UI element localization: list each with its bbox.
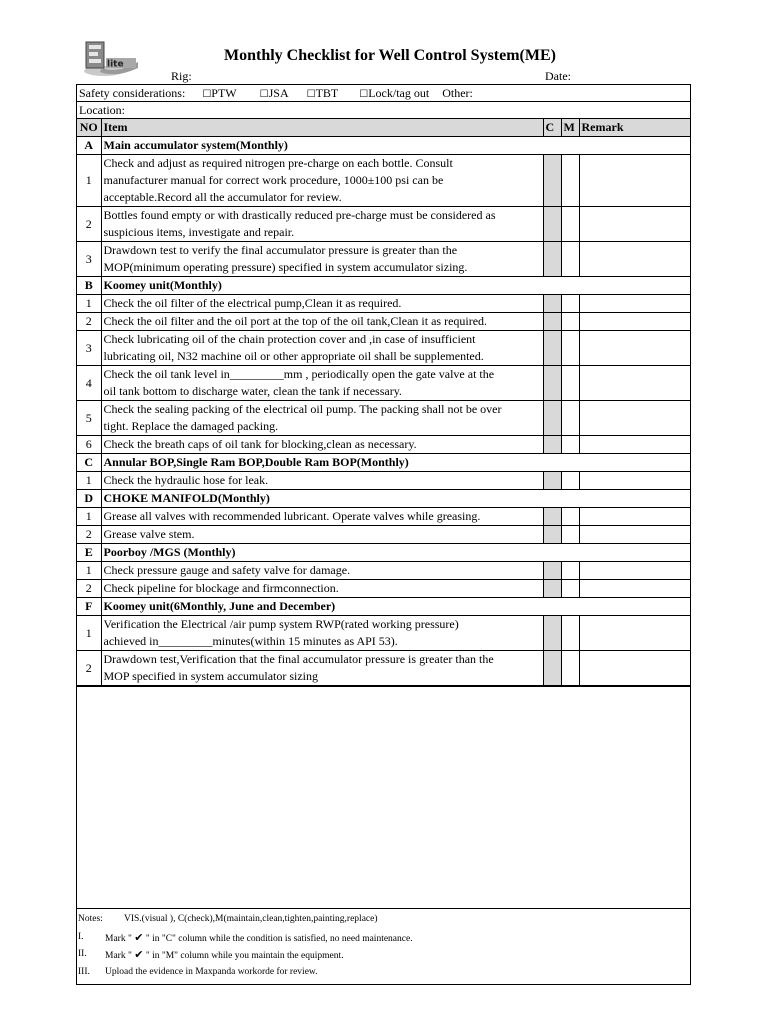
section-row xyxy=(77,544,690,562)
item-no: 2 xyxy=(77,526,101,544)
notes-title: Notes: xyxy=(78,914,103,924)
item-no: 1 xyxy=(77,616,101,651)
tbt-option[interactable]: ☐TBT xyxy=(306,86,339,100)
m-check-cell[interactable] xyxy=(561,526,579,544)
table-header xyxy=(77,119,690,137)
header-item: Item xyxy=(101,119,543,137)
checkbox-icon[interactable]: ☐ xyxy=(359,89,369,100)
remark-cell[interactable] xyxy=(579,651,690,686)
location-row[interactable]: Location: xyxy=(77,102,690,119)
company-logo xyxy=(82,38,140,78)
table-row xyxy=(77,331,690,366)
remark-cell[interactable] xyxy=(579,472,690,490)
table-row xyxy=(77,207,690,242)
item-no: 6 xyxy=(77,436,101,454)
m-check-cell[interactable] xyxy=(561,651,579,686)
section-row xyxy=(77,490,690,508)
c-check-cell[interactable] xyxy=(543,366,561,401)
item-no: 1 xyxy=(77,508,101,526)
m-check-cell[interactable] xyxy=(561,207,579,242)
item-text: lubricating oil, N32 machine oil or other appropriate oil shall be supplemented. xyxy=(103,349,484,363)
table-row xyxy=(77,526,690,544)
item-text: MOP specified in system accumulator sizing xyxy=(103,669,319,683)
item-cell xyxy=(101,331,543,366)
section-row xyxy=(77,277,690,295)
table-row xyxy=(77,616,690,651)
remark-cell[interactable] xyxy=(579,436,690,454)
item-text: Check the hydraulic hose for leak. xyxy=(103,473,269,487)
rig-label: Rig: xyxy=(171,69,192,83)
section-title: Koomey unit(6Monthly, June and December) xyxy=(101,598,690,616)
section-no: B xyxy=(77,277,101,295)
c-check-cell[interactable] xyxy=(543,313,561,331)
checklist-table xyxy=(77,119,690,686)
section-no: D xyxy=(77,490,101,508)
item-cell xyxy=(101,651,543,686)
m-check-cell[interactable] xyxy=(561,331,579,366)
item-text: Drawdown test,Verification that the final accumulator pressure is greater than the xyxy=(103,652,494,666)
item-cell xyxy=(101,508,543,526)
item-cell xyxy=(101,472,543,490)
item-no: 3 xyxy=(77,242,101,277)
item-text: Check and adjust as required nitrogen pre-charge on each bottle. Consult xyxy=(103,156,453,170)
checkbox-icon[interactable]: ☐ xyxy=(306,89,316,100)
remark-cell[interactable] xyxy=(579,401,690,436)
remark-cell[interactable] xyxy=(579,155,690,207)
item-text: suspicious items, investigate and repair. xyxy=(103,225,295,239)
m-check-cell[interactable] xyxy=(561,242,579,277)
c-check-cell[interactable] xyxy=(543,331,561,366)
jsa-option[interactable]: ☐JSA xyxy=(259,86,289,100)
remark-cell[interactable] xyxy=(579,508,690,526)
c-check-cell[interactable] xyxy=(543,401,561,436)
checkbox-icon[interactable]: ☐ xyxy=(202,89,212,100)
m-check-cell[interactable] xyxy=(561,508,579,526)
section-title: Main accumulator system(Monthly) xyxy=(101,137,690,155)
m-check-cell[interactable] xyxy=(561,562,579,580)
c-check-cell[interactable] xyxy=(543,295,561,313)
other-label[interactable]: Other: xyxy=(442,86,473,100)
ptw-option[interactable]: ☐PTW xyxy=(202,86,237,100)
item-text: Check lubricating oil of the chain protection cover and ,in case of insufficient xyxy=(103,332,476,346)
item-text: Check pressure gauge and safety valve for damage. xyxy=(103,563,351,577)
section-no: A xyxy=(77,137,101,155)
remark-cell[interactable] xyxy=(579,207,690,242)
safety-label: Safety considerations: xyxy=(79,86,186,100)
table-row xyxy=(77,155,690,207)
item-text: Drawdown test to verify the final accumulator pressure is greater than the xyxy=(103,243,458,257)
c-check-cell[interactable] xyxy=(543,562,561,580)
header-m: M xyxy=(561,119,579,137)
item-cell xyxy=(101,401,543,436)
item-no: 2 xyxy=(77,651,101,686)
section-title: Annular BOP,Single Ram BOP,Double Ram BOP(Monthly) xyxy=(101,454,690,472)
remark-cell[interactable] xyxy=(579,562,690,580)
item-no: 1 xyxy=(77,562,101,580)
item-cell xyxy=(101,616,543,651)
m-check-cell[interactable] xyxy=(561,366,579,401)
item-text: Grease valve stem. xyxy=(103,527,195,541)
svg-text:lite: lite xyxy=(107,59,124,70)
c-check-cell[interactable] xyxy=(543,526,561,544)
table-row xyxy=(77,436,690,454)
c-check-cell[interactable] xyxy=(543,580,561,598)
table-row xyxy=(77,313,690,331)
item-no: 1 xyxy=(77,472,101,490)
item-no: 2 xyxy=(77,207,101,242)
checkmark-icon: ✔ xyxy=(134,930,144,944)
item-text: Check the oil filter and the oil port at the top of the oil tank,Clean it as required. xyxy=(103,314,488,328)
section-row xyxy=(77,598,690,616)
item-cell xyxy=(101,242,543,277)
remark-cell[interactable] xyxy=(579,616,690,651)
c-check-cell[interactable] xyxy=(543,207,561,242)
section-title: Koomey unit(Monthly) xyxy=(101,277,690,295)
header-remark: Remark xyxy=(579,119,690,137)
checklist-sheet xyxy=(76,84,691,985)
note-item: II. Mark " ✔ " in "M" column while you maintain the equipment. xyxy=(78,948,344,961)
item-no: 1 xyxy=(77,295,101,313)
note-item: III. Upload the evidence in Maxpanda workorde for review. xyxy=(78,966,318,977)
item-text: manufacturer manual for correct work procedure, 1000±100 psi can be xyxy=(103,173,444,187)
section-no: F xyxy=(77,598,101,616)
section-no: E xyxy=(77,544,101,562)
blank-area xyxy=(77,686,690,908)
section-title: Poorboy /MGS (Monthly) xyxy=(101,544,690,562)
table-row xyxy=(77,562,690,580)
notes-legend-text: VIS.(visual ), C(check),M(maintain,clean,tighten,painting,replace) xyxy=(124,914,378,924)
m-check-cell[interactable] xyxy=(561,313,579,331)
item-cell xyxy=(101,295,543,313)
c-check-cell[interactable] xyxy=(543,155,561,207)
date-label: Date: xyxy=(545,69,571,83)
item-no: 4 xyxy=(77,366,101,401)
item-text: Check pipeline for blockage and firmconnection. xyxy=(103,581,339,595)
c-check-cell[interactable] xyxy=(543,436,561,454)
item-text: MOP(minimum operating pressure) specified in system accumulator sizing. xyxy=(103,260,468,274)
notes-legend xyxy=(77,911,690,929)
section-row xyxy=(77,454,690,472)
c-check-cell[interactable] xyxy=(543,472,561,490)
c-check-cell[interactable] xyxy=(543,242,561,277)
item-no: 3 xyxy=(77,331,101,366)
safety-considerations-row xyxy=(77,85,690,102)
item-no: 2 xyxy=(77,580,101,598)
item-text: Verification the Electrical /air pump system RWP(rated working pressure) xyxy=(103,617,459,631)
header-no: NO xyxy=(77,119,101,137)
m-check-cell[interactable] xyxy=(561,401,579,436)
item-cell xyxy=(101,580,543,598)
remark-cell[interactable] xyxy=(579,526,690,544)
item-text: Check the oil tank level in_________mm , periodically open the gate valve at the xyxy=(103,367,495,381)
m-check-cell[interactable] xyxy=(561,472,579,490)
item-no: 5 xyxy=(77,401,101,436)
checkmark-icon: ✔ xyxy=(134,948,144,961)
c-check-cell[interactable] xyxy=(543,651,561,686)
m-check-cell[interactable] xyxy=(561,295,579,313)
table-row xyxy=(77,472,690,490)
table-row xyxy=(77,401,690,436)
c-check-cell[interactable] xyxy=(543,616,561,651)
item-text: Check the sealing packing of the electrical oil pump. The packing shall not be over xyxy=(103,402,502,416)
item-text: Check the oil filter of the electrical pump,Clean it as required. xyxy=(103,296,402,310)
item-cell xyxy=(101,436,543,454)
table-row xyxy=(77,580,690,598)
item-cell xyxy=(101,207,543,242)
item-text: achieved in_________minutes(within 15 minutes as API 53). xyxy=(103,634,398,648)
item-cell xyxy=(101,366,543,401)
remark-cell[interactable] xyxy=(579,295,690,313)
remark-cell[interactable] xyxy=(579,580,690,598)
remark-cell[interactable] xyxy=(579,331,690,366)
page-title: Monthly Checklist for Well Control System(ME) xyxy=(224,47,556,64)
m-check-cell[interactable] xyxy=(561,616,579,651)
m-check-cell[interactable] xyxy=(561,155,579,207)
section-no: C xyxy=(77,454,101,472)
remark-cell[interactable] xyxy=(579,242,690,277)
notes-section xyxy=(77,908,690,984)
remark-cell[interactable] xyxy=(579,313,690,331)
remark-cell[interactable] xyxy=(579,366,690,401)
item-text: tight. Replace the damaged packing. xyxy=(103,419,279,433)
item-cell xyxy=(101,526,543,544)
item-text: Check the breath caps of oil tank for blocking,clean as necessary. xyxy=(103,437,417,451)
c-check-cell[interactable] xyxy=(543,508,561,526)
item-text: acceptable.Record all the accumulator for review. xyxy=(103,190,342,204)
item-text: oil tank bottom to discharge water, clean the tank if necessary. xyxy=(103,384,402,398)
item-cell xyxy=(101,313,543,331)
table-row xyxy=(77,242,690,277)
item-no: 2 xyxy=(77,313,101,331)
item-cell xyxy=(101,155,543,207)
table-row xyxy=(77,651,690,686)
checkbox-icon[interactable]: ☐ xyxy=(259,89,269,100)
lock-tag-out-option[interactable]: ☐Lock/tag out xyxy=(359,86,430,100)
section-title: CHOKE MANIFOLD(Monthly) xyxy=(101,490,690,508)
table-row xyxy=(77,366,690,401)
note-item: I. Mark " ✔ " in "C" column while the condition is satisfied, no need maintenance. xyxy=(78,930,413,944)
table-row xyxy=(77,508,690,526)
section-row xyxy=(77,137,690,155)
table-row xyxy=(77,295,690,313)
item-text: Bottles found empty or with drastically reduced pre-charge must be considered as xyxy=(103,208,496,222)
m-check-cell[interactable] xyxy=(561,436,579,454)
header-c: C xyxy=(543,119,561,137)
item-text: Grease all valves with recommended lubricant. Operate valves while greasing. xyxy=(103,509,481,523)
m-check-cell[interactable] xyxy=(561,580,579,598)
item-cell xyxy=(101,562,543,580)
item-no: 1 xyxy=(77,155,101,207)
